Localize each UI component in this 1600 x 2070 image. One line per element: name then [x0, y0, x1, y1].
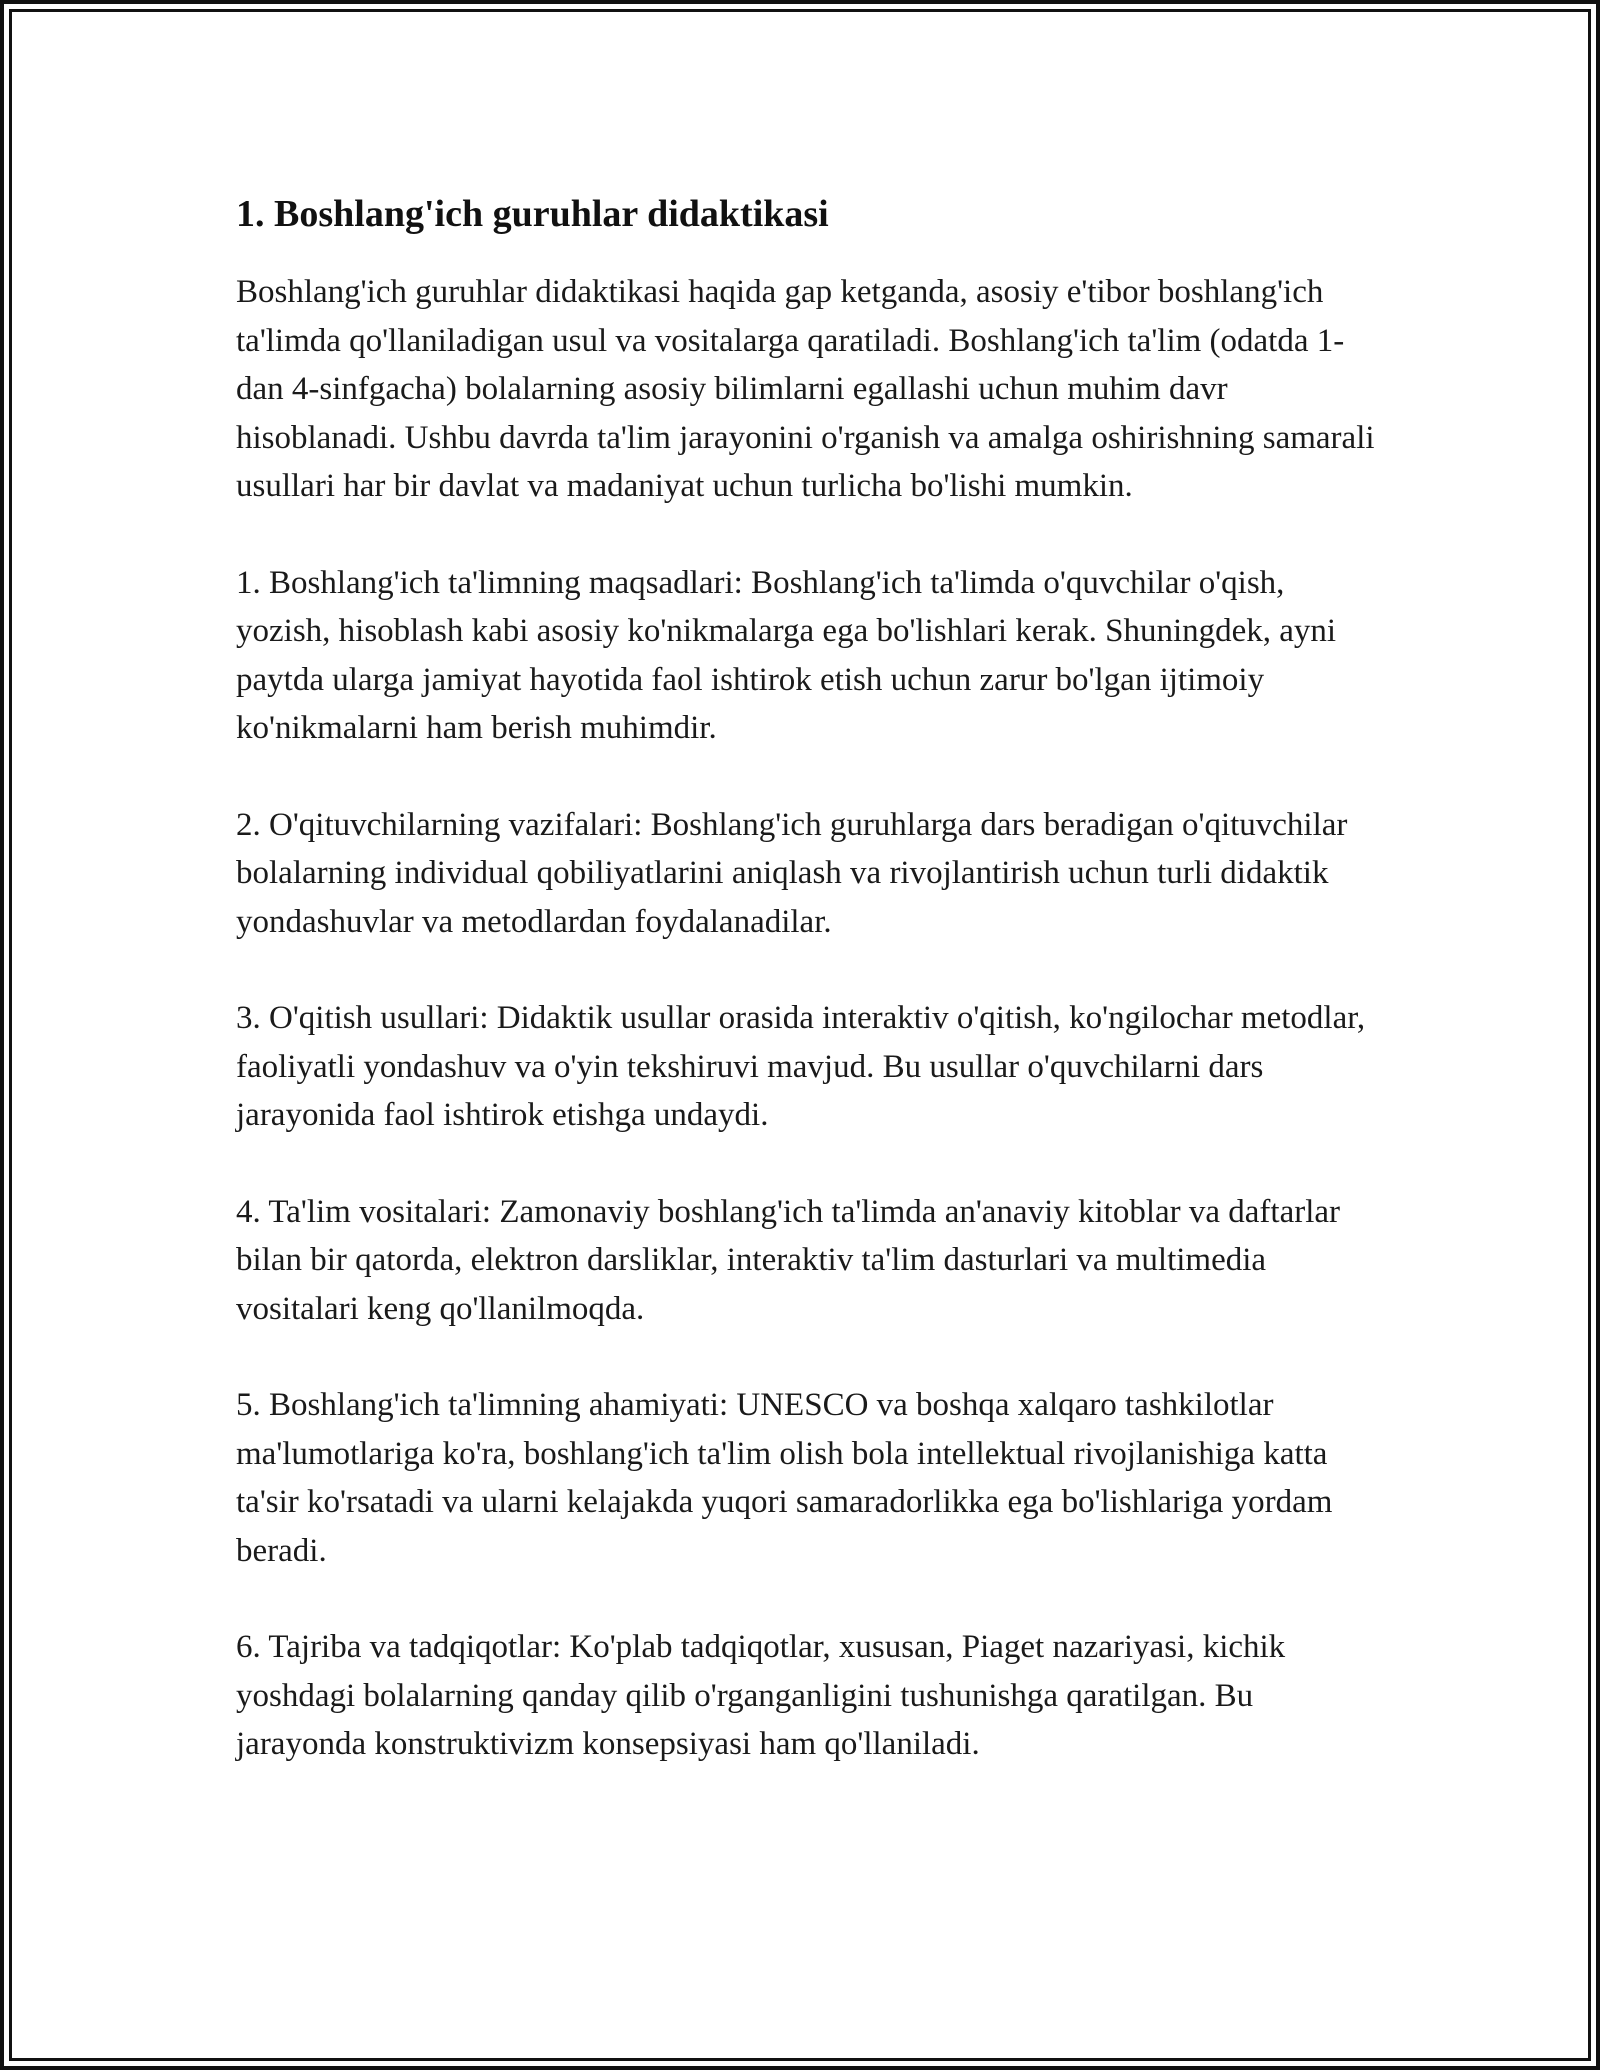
paragraph-teaching-methods: 3. O'qitish usullari: Didaktik usullar orasida interaktiv o'qitish, ko'ngilochar metodlar, faoliyatli yondashuv va o'yin tekshiruvi mavjud. Bu usullar o'quvchilarni dars jarayonida faol ishtirok etishga undaydi.: [236, 1000, 1366, 1133]
paragraph-research: 6. Tajriba va tadqiqotlar: Ko'plab tadqiqotlar, xususan, Piaget nazariyasi, kichik yoshdagi bolalarning qanday qilib o'rganganligini tushunishga qaratilgan. Bu jarayonda konstruktivizm konsepsiyasi ham qo'llaniladi.: [236, 1629, 1286, 1762]
document-body: [236, 186, 1386, 1817]
section-heading: 1. Boshlang'ich guruhlar didaktikasi: [236, 193, 829, 235]
intro-paragraph: Boshlang'ich guruhlar didaktikasi haqida gap ketganda, asosiy e'tibor boshlang'ich ta'limda qo'llaniladigan usul va vositalarga qaratiladi. Boshlang'ich ta'lim (odatda 1-dan 4-sinfgacha) bolalarning asosiy bilimlarni egallashi uchun muhim davr hisoblanadi. Ushbu davrda ta'lim jarayonini o'rganish va amalga oshirishning samarali usullari har bir davlat va madaniyat uchun turlicha bo'lishi mumkin.: [236, 274, 1375, 504]
paragraph-learning-tools: 4. Ta'lim vositalari: Zamonaviy boshlang'ich ta'limda an'anaviy kitoblar va daftarlar bilan bir qatorda, elektron darsliklar, interaktiv ta'lim dasturlari va multimedia vositalari keng qo'llanilmoqda.: [236, 1193, 1341, 1327]
paragraph-importance: 5. Boshlang'ich ta'limning ahamiyati: UNESCO va boshqa xalqaro tashkilotlar ma'lumotlariga ko'ra, boshlang'ich ta'lim olish bola intellektual rivojlanishiga katta ta'sir ko'rsatadi va ularni kelajakda yuqori samaradorlikka ega bo'lishlariga yordam beradi.: [236, 1387, 1333, 1569]
paragraph-goals: 1. Boshlang'ich ta'limning maqsadlari: Boshlang'ich ta'limda o'quvchilar o'qish, yozish, hisoblash kabi asosiy ko'nikmalarga ega bo'lishlari kerak. Shuningdek, ayni paytda ularga jamiyat hayotida faol ishtirok etish uchun zarur bo'lgan ijtimoiy ko'nikmalarni ham berish muhimdir.: [236, 564, 1337, 746]
paragraph-teacher-tasks: 2. O'qituvchilarning vazifalari: Boshlang'ich guruhlarga dars beradigan o'qituvchilar bolalarning individual qobiliyatlarini aniqlash va rivojlantirish uchun turli didaktik yondashuvlar va metodlardan foydalanadilar.: [236, 806, 1348, 940]
